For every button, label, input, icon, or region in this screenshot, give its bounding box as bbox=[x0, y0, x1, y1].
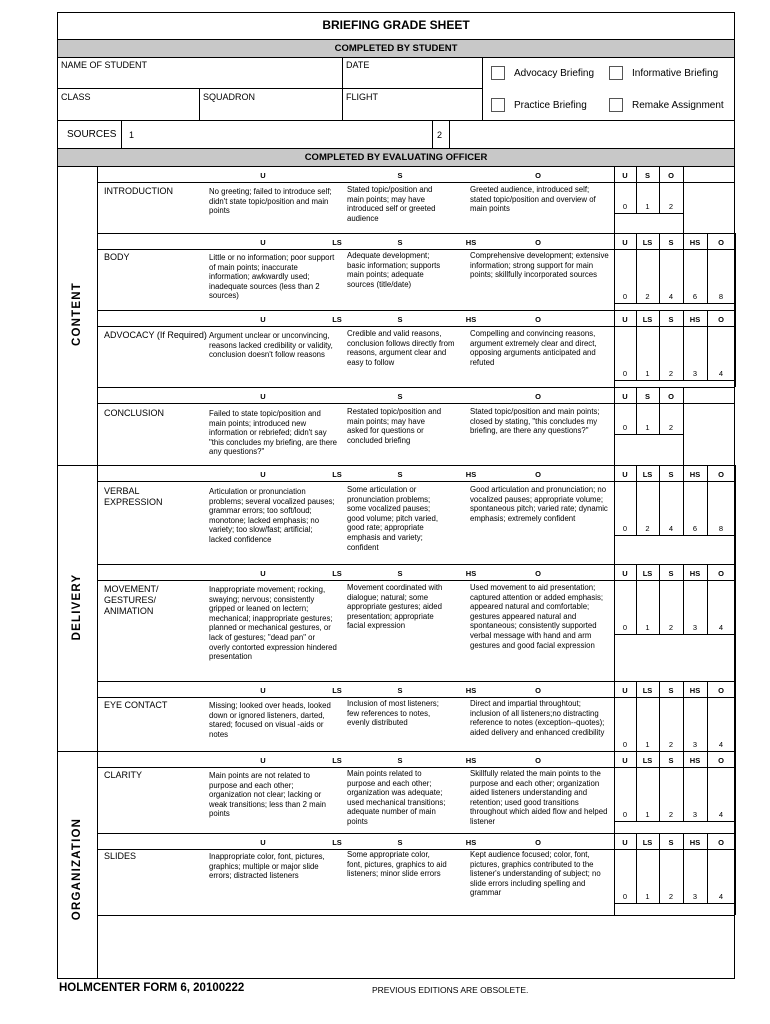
date-field[interactable] bbox=[343, 71, 481, 88]
score-grid-line bbox=[735, 564, 736, 681]
descriptor-outstanding: Comprehensive development; extensive information; strong support for main points; skillfully incorporated sources bbox=[470, 251, 609, 280]
score-column-header: O bbox=[668, 171, 674, 180]
score-column-header: LS bbox=[642, 686, 653, 695]
score-box[interactable] bbox=[615, 581, 635, 621]
score-value: 1 bbox=[645, 623, 650, 632]
scale-u-label: U bbox=[260, 756, 266, 765]
descriptor-outstanding: Used movement to aid presentation; captured attention or added emphasis; appeared natural and comfortable; gestures appeared natural and spontaneous; consistently supported verbal message with hand and arm gestures and good facial expression bbox=[470, 583, 604, 650]
score-column-header: O bbox=[718, 238, 724, 247]
score-box[interactable] bbox=[660, 482, 682, 522]
score-column-header: U bbox=[622, 238, 628, 247]
score-column-header: O bbox=[718, 569, 724, 578]
scale-u-label: U bbox=[260, 392, 266, 401]
score-column-header: U bbox=[622, 315, 628, 324]
score-grid-line bbox=[614, 535, 735, 536]
row-divider bbox=[97, 387, 735, 388]
scale-u-label: U bbox=[260, 470, 266, 479]
score-box[interactable] bbox=[637, 404, 658, 421]
score-box[interactable] bbox=[660, 768, 682, 808]
score-box[interactable] bbox=[637, 482, 658, 522]
class-label: CLASS bbox=[61, 92, 91, 102]
score-value: 1 bbox=[645, 810, 650, 819]
descriptor-unsatisfactory: Argument unclear or unconvincing, reasons lacked credibility or validity, conclusion doesn't follow reasons bbox=[209, 331, 333, 360]
score-value: 0 bbox=[622, 524, 628, 533]
descriptor-unsatisfactory: Inappropriate color, font, pictures, graphics; multiple or major slide errors; distracted listeners bbox=[209, 852, 325, 881]
score-column-header: O bbox=[718, 315, 724, 324]
score-box[interactable] bbox=[708, 581, 734, 621]
score-box[interactable] bbox=[615, 183, 635, 200]
score-value: 3 bbox=[692, 892, 698, 901]
score-column-header: U bbox=[622, 756, 628, 765]
score-box[interactable] bbox=[637, 581, 658, 621]
score-value: 4 bbox=[718, 369, 724, 378]
score-grid-line bbox=[735, 751, 736, 833]
descriptor-outstanding: Direct and impartial throughtout; inclusion of all listeners;no distracting reference to notes (exception--quotes); aided delivery and enhanced credibility bbox=[470, 699, 605, 737]
score-grid-line bbox=[683, 387, 684, 465]
score-value: 4 bbox=[718, 810, 724, 819]
score-value: 0 bbox=[622, 810, 628, 819]
scale-u-label: U bbox=[260, 315, 266, 324]
scale-hs-label: HS bbox=[465, 756, 477, 765]
score-grid-line bbox=[614, 303, 735, 304]
practice-briefing-label: Practice Briefing bbox=[514, 100, 587, 111]
score-box[interactable] bbox=[708, 482, 734, 522]
score-box[interactable] bbox=[615, 768, 635, 808]
flight-label: FLIGHT bbox=[346, 92, 379, 102]
score-value: 2 bbox=[668, 623, 674, 632]
scale-s-label: S bbox=[397, 756, 403, 765]
score-column-header: LS bbox=[642, 238, 653, 247]
scale-hs-label: HS bbox=[465, 315, 477, 324]
scale-s-label: S bbox=[397, 315, 403, 324]
practice-briefing-checkbox[interactable] bbox=[491, 98, 505, 112]
score-box[interactable] bbox=[708, 768, 734, 808]
score-value: 2 bbox=[668, 369, 674, 378]
informative-briefing-label: Informative Briefing bbox=[632, 68, 719, 79]
score-column-header: O bbox=[718, 756, 724, 765]
remake-assignment-label: Remake Assignment bbox=[632, 100, 724, 111]
scale-u-label: U bbox=[260, 838, 266, 847]
score-box[interactable] bbox=[660, 404, 682, 421]
score-box[interactable] bbox=[637, 768, 658, 808]
descriptor-outstanding: Greeted audience, introduced self; stated topic/position and overview of main points bbox=[470, 185, 596, 214]
row-divider bbox=[97, 564, 735, 565]
score-column-header: S bbox=[668, 238, 674, 247]
score-column-header: S bbox=[668, 315, 674, 324]
source-2-field[interactable] bbox=[452, 122, 732, 146]
score-grid-line bbox=[735, 681, 736, 751]
scale-o-label: O bbox=[535, 756, 541, 765]
score-column-header: HS bbox=[689, 470, 701, 479]
scale-ls-label: LS bbox=[332, 569, 342, 578]
descriptor-unsatisfactory: Little or no information; poor support of main points; inaccurate information; awkwardly used; inadequate sources (less than 2 sources) bbox=[209, 253, 335, 301]
descriptor-satisfactory: Restated topic/position and main points; may have asked for questions or concluded briefing bbox=[347, 407, 442, 445]
descriptor-satisfactory: Some articulation or pronunciation problems; some vocalized pauses; good volume; pitch varied, good rate; appropriate emphasis and variety; confident bbox=[347, 485, 439, 552]
scale-s-label: S bbox=[397, 392, 403, 401]
source-1-label: 1 bbox=[129, 130, 135, 140]
score-column-header: HS bbox=[689, 838, 701, 847]
descriptor-satisfactory: Main points related to purpose and each other; organization was adequate; used mechanical transitions; adequate number of main points bbox=[347, 769, 446, 826]
score-box[interactable] bbox=[708, 250, 734, 290]
score-column-header: S bbox=[668, 756, 674, 765]
name-of-student-field[interactable] bbox=[58, 71, 341, 88]
score-grid-line bbox=[614, 821, 735, 822]
source-1-field[interactable] bbox=[140, 122, 430, 146]
score-value: 2 bbox=[668, 423, 674, 432]
category-content: CONTENT bbox=[71, 282, 83, 346]
score-grid-line bbox=[735, 833, 736, 915]
score-box[interactable] bbox=[684, 698, 706, 738]
scale-s-label: S bbox=[397, 569, 403, 578]
score-box[interactable] bbox=[684, 768, 706, 808]
score-column-header: HS bbox=[689, 569, 701, 578]
score-box[interactable] bbox=[615, 250, 635, 290]
score-value: 0 bbox=[622, 423, 628, 432]
descriptor-outstanding: Good articulation and pronunciation; no vocalized pauses; appropriate volume; spontaneous pitch; varied rate; dynamic emphasis; extremely confident bbox=[470, 485, 608, 523]
score-value: 0 bbox=[622, 202, 628, 211]
score-column-header: O bbox=[718, 470, 724, 479]
scale-o-label: O bbox=[535, 838, 541, 847]
scale-s-label: S bbox=[397, 238, 403, 247]
score-grid-line bbox=[614, 380, 735, 381]
score-box[interactable] bbox=[660, 250, 682, 290]
score-column-header: U bbox=[622, 470, 628, 479]
source-2-label: 2 bbox=[437, 130, 443, 140]
descriptor-unsatisfactory: Main points are not related to purpose and each other; organization not clear; lacking or weak transitions; less than 2 main points bbox=[209, 771, 327, 819]
score-value: 2 bbox=[645, 292, 650, 301]
score-column-header: U bbox=[622, 838, 628, 847]
scale-hs-label: HS bbox=[465, 470, 477, 479]
score-grid-line bbox=[614, 903, 735, 904]
score-value: 4 bbox=[718, 892, 724, 901]
score-box[interactable] bbox=[684, 581, 706, 621]
score-column-header: S bbox=[668, 686, 674, 695]
score-column-header: HS bbox=[689, 238, 701, 247]
scale-hs-label: HS bbox=[465, 238, 477, 247]
score-box[interactable] bbox=[637, 250, 658, 290]
scale-s-label: S bbox=[397, 838, 403, 847]
row-divider bbox=[97, 915, 735, 916]
score-column-header: HS bbox=[689, 686, 701, 695]
date-label: DATE bbox=[346, 60, 370, 70]
criterion-name: SLIDES bbox=[104, 851, 137, 861]
advocacy-briefing-checkbox[interactable] bbox=[491, 66, 505, 80]
row-divider bbox=[97, 681, 735, 682]
score-column-header: LS bbox=[642, 569, 653, 578]
descriptor-unsatisfactory: Failed to state topic/position and main points; introduced new information or rebriefed; didn't say "this concludes my briefing, are there any questions?" bbox=[209, 409, 338, 457]
score-box[interactable] bbox=[684, 327, 706, 367]
descriptor-unsatisfactory: Articulation or pronunciation problems; several vocalized pauses; grammar errors; too soft/loud; monotone; lacked emphasis; no variety; too slow/fast; artificial; lacked confidence bbox=[209, 487, 335, 544]
score-value: 0 bbox=[622, 740, 628, 749]
scale-s-label: S bbox=[397, 171, 403, 180]
score-column-header: U bbox=[622, 686, 628, 695]
scale-hs-label: HS bbox=[465, 569, 477, 578]
scale-o-label: O bbox=[535, 470, 541, 479]
squadron-field[interactable] bbox=[200, 103, 341, 119]
scale-o-label: O bbox=[535, 315, 541, 324]
descriptor-satisfactory: Credible and valid reasons, conclusion follows directly from reasons, argument clear and easy to follow bbox=[347, 329, 455, 367]
score-box[interactable] bbox=[615, 327, 635, 367]
score-value: 1 bbox=[645, 740, 650, 749]
score-value: 2 bbox=[668, 810, 674, 819]
informative-briefing-checkbox[interactable] bbox=[609, 66, 623, 80]
scale-o-label: O bbox=[535, 238, 541, 247]
scale-ls-label: LS bbox=[332, 686, 342, 695]
score-box[interactable] bbox=[660, 581, 682, 621]
score-grid-line bbox=[735, 465, 736, 564]
score-column-header: LS bbox=[642, 838, 653, 847]
score-box[interactable] bbox=[708, 698, 734, 738]
category-delivery: DELIVERY bbox=[71, 573, 83, 641]
obsolete-notice: PREVIOUS EDITIONS ARE OBSOLETE. bbox=[372, 985, 529, 995]
score-grid-line bbox=[683, 166, 684, 233]
score-box[interactable] bbox=[660, 183, 682, 200]
descriptor-satisfactory: Stated topic/position and main points; may have introduced self or greeted audience bbox=[347, 185, 436, 223]
score-box[interactable] bbox=[637, 698, 658, 738]
score-column-header: S bbox=[668, 838, 674, 847]
score-value: 1 bbox=[645, 202, 650, 211]
score-column-header: O bbox=[718, 686, 724, 695]
score-box[interactable] bbox=[637, 850, 658, 890]
score-value: 6 bbox=[692, 292, 698, 301]
score-column-header: S bbox=[644, 392, 650, 401]
score-box[interactable] bbox=[660, 850, 682, 890]
criterion-name: EYE CONTACT bbox=[104, 700, 168, 710]
score-value: 1 bbox=[645, 423, 650, 432]
score-grid-line bbox=[614, 634, 735, 635]
name-of-student-label: NAME OF STUDENT bbox=[61, 60, 148, 70]
class-field[interactable] bbox=[58, 103, 198, 119]
remake-assignment-checkbox[interactable] bbox=[609, 98, 623, 112]
scale-ls-label: LS bbox=[332, 238, 342, 247]
scale-u-label: U bbox=[260, 238, 266, 247]
form-id: HOLMCENTER FORM 6, 20100222 bbox=[59, 982, 245, 994]
descriptor-outstanding: Kept audience focused; color, font, pictures, graphics contributed to the listener's understanding of subject; no slide errors including spelling and grammar bbox=[470, 850, 601, 898]
score-value: 4 bbox=[718, 623, 724, 632]
descriptor-satisfactory: Movement coordinated with dialogue; natural; some appropriate gestures; aided presentation; appropriate facial expression bbox=[347, 583, 443, 631]
score-value: 4 bbox=[668, 524, 674, 533]
score-column-header: LS bbox=[642, 470, 653, 479]
criterion-name: INTRODUCTION bbox=[104, 186, 173, 196]
score-box[interactable] bbox=[708, 327, 734, 367]
criterion-name: ADVOCACY (If Required) bbox=[104, 330, 207, 340]
score-column-header: S bbox=[668, 569, 674, 578]
score-column-header: LS bbox=[642, 315, 653, 324]
row-divider bbox=[97, 833, 735, 834]
score-column-header: U bbox=[622, 569, 628, 578]
score-column-header: O bbox=[668, 392, 674, 401]
score-box[interactable] bbox=[684, 850, 706, 890]
score-grid-line bbox=[614, 434, 683, 435]
scale-s-label: S bbox=[397, 686, 403, 695]
score-box[interactable] bbox=[637, 183, 658, 200]
scale-ls-label: LS bbox=[332, 315, 342, 324]
flight-field[interactable] bbox=[343, 103, 481, 119]
scale-u-label: U bbox=[260, 171, 266, 180]
score-box[interactable] bbox=[615, 482, 635, 522]
scale-o-label: O bbox=[535, 686, 541, 695]
score-box[interactable] bbox=[684, 250, 706, 290]
score-value: 3 bbox=[692, 623, 698, 632]
criterion-name: MOVEMENT/ GESTURES/ ANIMATION bbox=[104, 584, 159, 616]
score-box[interactable] bbox=[660, 698, 682, 738]
criterion-name: BODY bbox=[104, 252, 130, 262]
scale-ls-label: LS bbox=[332, 470, 342, 479]
descriptor-satisfactory: Some appropriate color, font, pictures, graphics to aid listeners; minor slide errors bbox=[347, 850, 447, 879]
score-value: 1 bbox=[645, 369, 650, 378]
score-grid-line bbox=[614, 213, 683, 214]
score-box[interactable] bbox=[615, 698, 635, 738]
score-value: 8 bbox=[718, 292, 724, 301]
score-column-header: O bbox=[718, 838, 724, 847]
score-value: 2 bbox=[668, 202, 674, 211]
student-section-heading: COMPLETED BY STUDENT bbox=[334, 43, 458, 54]
score-value: 2 bbox=[668, 892, 674, 901]
form-title: BRIEFING GRADE SHEET bbox=[322, 18, 470, 32]
score-column-header: HS bbox=[689, 756, 701, 765]
score-value: 8 bbox=[718, 524, 724, 533]
scale-ls-label: LS bbox=[332, 838, 342, 847]
criterion-name: CONCLUSION bbox=[104, 408, 165, 418]
criterion-name: CLARITY bbox=[104, 770, 143, 780]
descriptor-unsatisfactory: No greeting; failed to introduce self; didn't state topic/position and main points bbox=[209, 187, 332, 216]
scale-ls-label: LS bbox=[332, 756, 342, 765]
score-column-header: U bbox=[622, 392, 628, 401]
descriptor-outstanding: Compelling and convincing reasons, argument extremely clear and direct, opposing arguments anticipated and refuted bbox=[470, 329, 597, 367]
sources-label: SOURCES bbox=[67, 129, 117, 140]
score-value: 0 bbox=[622, 623, 628, 632]
score-box[interactable] bbox=[708, 850, 734, 890]
score-column-header: U bbox=[622, 171, 628, 180]
score-grid-line bbox=[735, 233, 736, 310]
score-column-header: LS bbox=[642, 756, 653, 765]
scale-s-label: S bbox=[397, 470, 403, 479]
score-value: 0 bbox=[622, 292, 628, 301]
score-box[interactable] bbox=[615, 850, 635, 890]
row-divider bbox=[97, 465, 735, 466]
score-column-header: S bbox=[644, 171, 650, 180]
score-value: 0 bbox=[622, 369, 628, 378]
scale-u-label: U bbox=[260, 569, 266, 578]
score-column-header: HS bbox=[689, 315, 701, 324]
score-value: 3 bbox=[692, 369, 698, 378]
score-value: 3 bbox=[692, 740, 698, 749]
row-divider bbox=[97, 233, 735, 234]
category-organization: ORGANIZATION bbox=[71, 817, 83, 921]
descriptor-outstanding: Stated topic/position and main points; closed by stating, "this concludes my briefing, are there any questions?" bbox=[470, 407, 600, 436]
officer-section-heading: COMPLETED BY EVALUATING OFFICER bbox=[304, 152, 488, 163]
descriptor-satisfactory: Adequate development; basic information; supports main points; adequate sources (title/date) bbox=[347, 251, 441, 289]
score-value: 2 bbox=[668, 740, 674, 749]
score-column-header: S bbox=[668, 470, 674, 479]
score-value: 0 bbox=[622, 892, 628, 901]
advocacy-briefing-label: Advocacy Briefing bbox=[514, 68, 595, 79]
scale-o-label: O bbox=[535, 569, 541, 578]
score-value: 6 bbox=[692, 524, 698, 533]
descriptor-satisfactory: Inclusion of most listeners; few references to notes, evenly distributed bbox=[347, 699, 439, 728]
row-divider bbox=[97, 310, 735, 311]
scale-hs-label: HS bbox=[465, 838, 477, 847]
criterion-name: VERBAL EXPRESSION bbox=[104, 486, 163, 507]
scale-o-label: O bbox=[535, 392, 541, 401]
descriptor-unsatisfactory: Inappropriate movement; rocking, swaying; nervous; consistently gripped or leaned on lectern; mechanical; inappropriate gestures; planned or mechanical gestures, or lack of gestures; "dead pan" or overly contorted expression hindered presentation bbox=[209, 585, 337, 662]
squadron-label: SQUADRON bbox=[203, 92, 256, 102]
descriptor-outstanding: Skillfully related the main points to the purpose and each other; organization aided listeners understanding and retention; used good transitions throughout which aided flow and helped listener bbox=[470, 769, 608, 826]
descriptor-unsatisfactory: Missing; looked over heads, looked down or ignored listeners, darted, stared; focused on visual -aids or notes bbox=[209, 701, 331, 739]
score-grid-line bbox=[735, 310, 736, 387]
scale-o-label: O bbox=[535, 171, 541, 180]
score-box[interactable] bbox=[637, 327, 658, 367]
score-value: 1 bbox=[645, 892, 650, 901]
score-box[interactable] bbox=[615, 404, 635, 421]
score-grid-line bbox=[614, 751, 735, 752]
score-box[interactable] bbox=[660, 327, 682, 367]
score-value: 2 bbox=[645, 524, 650, 533]
scale-u-label: U bbox=[260, 686, 266, 695]
score-box[interactable] bbox=[684, 482, 706, 522]
scale-hs-label: HS bbox=[465, 686, 477, 695]
score-value: 4 bbox=[668, 292, 674, 301]
score-value: 3 bbox=[692, 810, 698, 819]
score-value: 4 bbox=[718, 740, 724, 749]
